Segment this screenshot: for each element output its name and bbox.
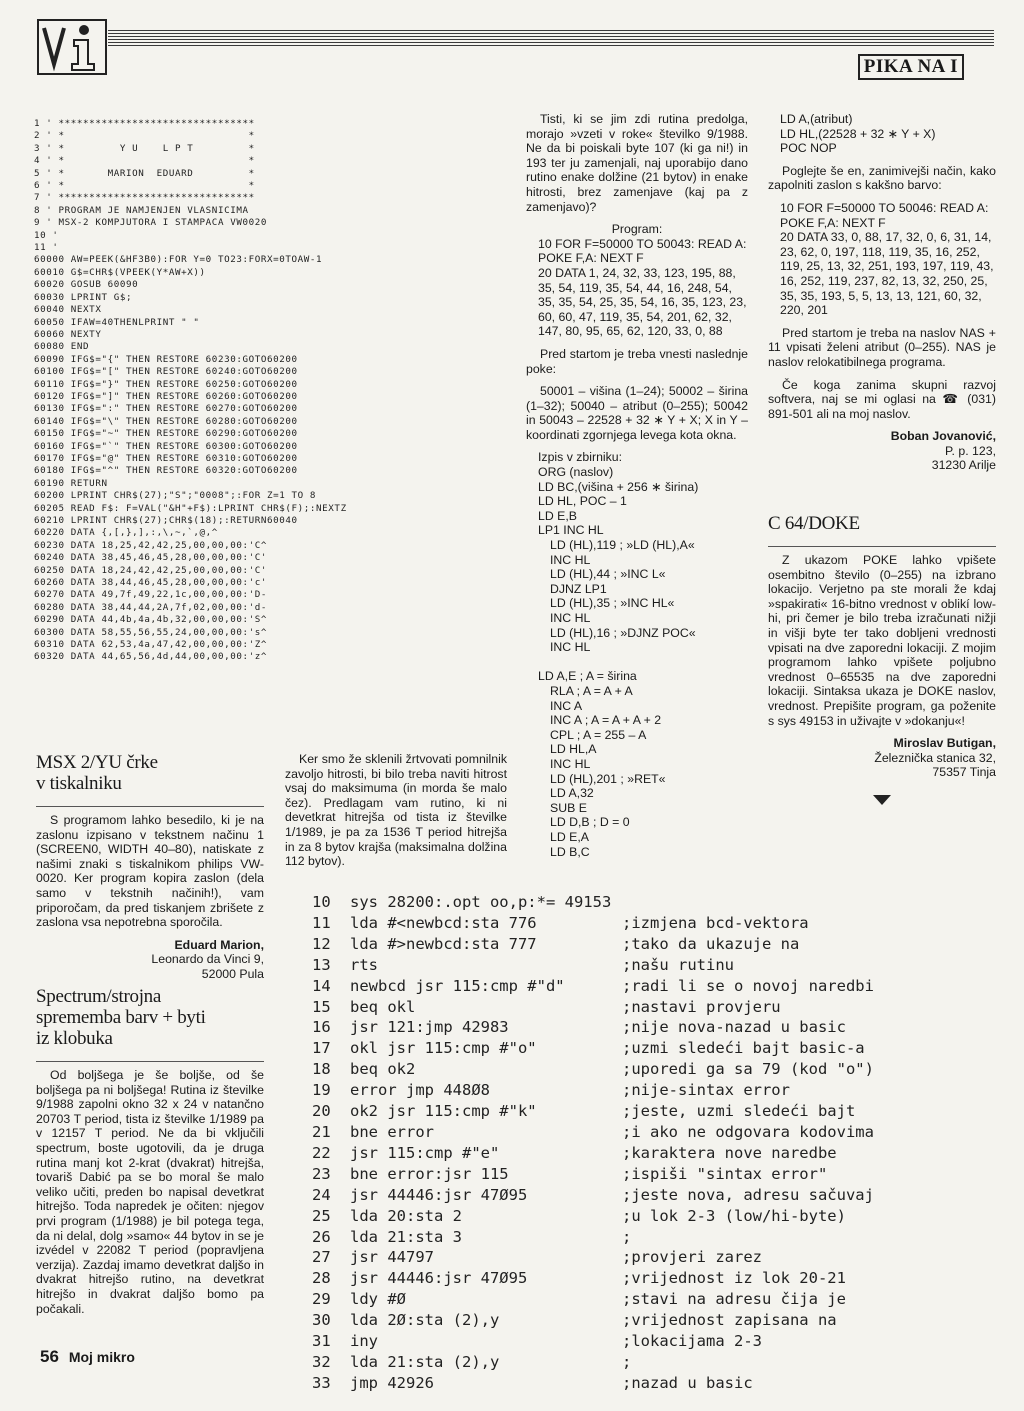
comment: ;vrijednost iz lok 20-21 [622,1269,846,1288]
comment: ;jeste, uzmi sledeći bajt [622,1102,856,1121]
asm-source-line: LD (HL),119 ; »LD (HL),A« [550,538,695,553]
asm-listing-line [312,997,874,1018]
instruction: jmp 42926 [350,1373,434,1392]
comment: ;i ako ne odgovara kodovima [622,1122,874,1141]
msx-body: S programom lahko besedilo, ki je na zaslonu izpisano v tekstnem načinu 1 (SCREEN0, WIDTH 40–80), natiskate z našimi znaki s tiskalnikom philips VW-0020. Ker program kopira zaslon (dela samo v tekstnih načinih!), vam priporočam, da pred tiskanjem zbrišete z zaslona vsa nepotrebna sporočila. [36,813,264,930]
comment: ;nije nova-nazad u basic [622,1018,846,1037]
spectrum-body-2-column [285,752,507,877]
line-number: 24 [312,1185,331,1204]
instruction: ldy #Ø [350,1290,406,1309]
asm-source-line: RLA ; A = A + A [550,683,633,698]
line-number: 16 [312,1018,331,1037]
basic-line: 60100 IFG$="[" THEN RESTORE 60240:GOTO60200 [34,366,298,378]
spectrum-body-1: Od boljšega je še boljše, od še boljšega pa ni boljšega! Rutina iz številke 9/1988 zapolni okno 32 x 24 v natančno 20703 T period, tista iz številke 1/1989 pa v 12157 T period. Ne da bi vključili spectrum, boste ugotovili, da je druga rutina manj kot 2-krat (dvakrat) hitrejša, tovariš Dabić pa se bo moral še malo veliko učiti, preden bo napisal devetkrat hitrejšo. Toda napredek je očiten: njegov prvi program (1/1988) je bil potega tega, da ni delal, dolg »samo« 44 bytov in se je izvédel v 22082 T period (popravljena verzija). Zazdaj imamo devetkrat daljšo in dvakrat hitrejšo rutino, na devetkrat hitrejšo in dvakrat daljšo bomo pa počakali. [36,1068,264,1316]
line-number: 14 [312,976,331,995]
asm-source-line: INC HL [550,552,591,567]
comment: ;uporedi ga sa 79 (kod "o") [622,1060,874,1079]
spectrum-author: Boban Jovanović, [890,429,996,444]
asm-source-continued [768,112,996,156]
instruction: beq ok2 [350,1060,416,1079]
comment: ;provjeri zarez [622,1248,762,1267]
basic-listing [34,118,347,664]
line-number: 11 [312,913,331,932]
asm-source-line: SUB E [550,800,587,815]
c64-body: Z ukazom POKE lahko vpišete osembitno število (0–255) na izbrano lokacijo. Verjetno pa ste morali že kdaj »spakirati« 16-bitno vrednost v oblikí low-hi, pri čemer je bilo treba izračunati nižji in višji byte ter tako dobljeni vrednosti vpisati na dve zaporedni lokaciji. Z mojim programom lahko vpišete poljubno vrednost 0–65535 na dve zaporedni lokaciji. Sintaksa ukaza je DOKE naslov, vrednost. Prepišite program, ga poženite s sys 49153 in uživajte v »dokanju«! [768,553,996,728]
asm-source-line: CPL ; A = 255 – A [550,727,647,742]
asm-source-line: LD D,B ; D = 0 [550,815,630,830]
comment: ;ispiši "sintax error" [622,1164,828,1183]
line-number: 31 [312,1332,331,1351]
comment: ;našu rutinu [622,955,734,974]
asm-source-line: INC A [550,698,583,713]
asm-source-line: LD BC,(višina + 256 ∗ širina) [538,479,699,494]
asm-listing-line [312,1289,874,1310]
comment: ;karaktera nove naredbe [622,1143,837,1162]
asm-listing-line [312,1185,874,1206]
asm-listing-line [312,1164,874,1185]
asm-source-line: LD (HL),44 ; »INC L« [550,567,666,582]
basic-line: 2 ' * * [34,130,255,142]
asm-listing-line [312,1206,874,1227]
basic-line: 60120 IFG$="]" THEN RESTORE 60260:GOTO60200 [34,390,298,402]
basic-line: 60260 DATA 38,44,46,45,28,00,00,00:'c' [34,577,267,589]
basic-line: 60230 DATA 18,25,42,42,25,00,00,00:'C^ [34,539,267,551]
instruction: lda #>newbcd:sta 777 [350,934,537,953]
basic-line: 1 ' ******************************** [34,118,255,129]
basic-line: 60020 GOSUB 60090 [34,279,139,291]
basic-line: 60170 IFG$="@" THEN RESTORE 60310:GOTO60200 [34,452,298,464]
assembler-listing [312,892,874,1394]
instruction: beq okl [350,997,416,1016]
izpis-label: Izpis v zbirniku: [538,450,623,465]
asm-source [526,465,748,859]
instruction: lda 2Ø:sta (2),y [350,1311,500,1330]
basic-line: 7 ' ******************************** [34,192,255,204]
asm-listing-line [312,1059,874,1080]
basic-line: 60140 IFG$="\" THEN RESTORE 60280:GOTO60200 [34,415,298,427]
comment: ;uzmi sledeći bajt basic-a [622,1039,865,1058]
asm-listing-line [312,1227,874,1248]
basic-line: 60205 READ F$: F=VAL("&H"+F$):LPRINT CHR$(F);:NEXTZ [34,502,347,514]
asm-listing-line [312,1017,874,1038]
asm-listing-line [312,934,874,955]
spectrum-col4: LD A,(atribut) LD HL,(22528 + 32 ∗ Y + X) POC NOP Poglejte še en, zanimivejši način, kako zapolniti zaslon s kakšno barvo: 10 FOR F=50000 TO 50046: READ A: POKE F,A: NEXT F 20 DATA 33, 0, 88, 17, 32, 0, 6, 31, 14, 23, 62, 0, 197, 118, 119, 35, 16, 252, 119, 25, 13, 32, 251, 193, 197, 119, 43, 16, 252, 119, 237, 82, 13, 32, 250, 25, 35, 35, 193, 5, 5, 13, 13, 121, 60, 32, 220, 201 Pred startom je treba na naslov NAS + 11 vpisati želeni atribut (0–255). NAS je naslov relokatibilnega programa. Če koga zanima skupni razvoj softvera, naj se mi oglasi na ☎ (031) 891-501 ali na moj naslov. Boban Jovanović, P. p. 123, 31230 Arilje C 64/DOKE Z ukazom POKE lahko vpišete osembitno število (0–255) na izbrano lokacijo. Verjetno pa ste morali že kdaj »spakirati« 16-bitno vrednost v oblikí low-hi, pri čemer je bilo treba izračunati nižji in višji byte ter tako dobljeni vrednosti vpisati na dve zaporedni lokaciji. Z mojim programom lahko vpišete poljubno vrednost 0–65535 na dve zaporedni lokaciji. Sintaksa ukaza je DOKE naslov, vrednost. Prepišite program, ga poženite s sys 49153 in uživajte v »dokanju«! Miroslav Butigan, Železnička stanica 32, 75357 Tinja [768,112,996,809]
basic-line: 60220 DATA {,[,},],:,\,~,`,@,^ [34,527,218,539]
asm-listing-line [312,1038,874,1059]
basic-line: 60210 LPRINT CHR$(27);CHR$(18);:RETURN60040 [34,515,298,526]
asm-source-line: LP1 INC HL [538,523,604,538]
instruction: iny [350,1332,378,1351]
asm-source-line: LD HL,(22528 + 32 ∗ Y + X) [780,126,936,141]
line-number: 26 [312,1227,331,1246]
basic-line: 60250 DATA 18,24,42,42,25,00,00,00:'C' [34,564,267,576]
basic-line: 10 ' [34,229,59,241]
instruction: jsr 115:cmp #"e" [350,1143,500,1162]
line-number: 18 [312,1060,331,1079]
instruction: jsr 121:jmp 42983 [350,1018,509,1037]
basic-line: 60190 RETURN [34,477,108,489]
asm-source-line: INC HL [550,756,591,771]
line-number: 20 [312,1102,331,1121]
basic-line: 60270 DATA 49,7f,49,22,1c,00,00,00:'D- [34,589,267,601]
spectrum-body-2: Ker smo že sklenili žrtvovati pomnilnik zavoljo hitrosti, bi bilo treba naviti hitrost vsaj do maksimuma (in morda še malo čez). Predlagam vam rutino, ki ni devetkrat hitrejša od tista iz številke 1/1989, je pa za 1536 T period hitrejša in za 8 bytov krajša (maksimalna dolžina 112 bytov). [285,752,507,869]
c64-author: Miroslav Butigan, [893,736,996,751]
comment: ;stavi na adresu čija je [622,1290,846,1309]
instruction: bne error:jsr 115 [350,1164,509,1183]
asm-source-line: INC HL [550,640,591,655]
instruction: sys 28200:.opt oo,p:*= 49153 [350,893,612,911]
instruction: bne error [350,1122,434,1141]
asm-listing-line [312,955,874,976]
line-number: 15 [312,997,331,1016]
basic-line: 11 ' [34,242,59,254]
basic-line: 60090 IFG$="{" THEN RESTORE 60230:GOTO60200 [34,353,298,365]
comment: ;nastavi provjeru [622,997,781,1016]
instruction: jsr 44446:jsr 47Ø95 [350,1185,528,1204]
asm-source-line: LD A,(atribut) [780,112,853,126]
line-number: 21 [312,1122,331,1141]
spectrum-article [36,986,264,1324]
msx-article: MSX 2/YU črke v tiskalniku S programom lahko besedilo, ki je na zaslonu izpisano v tekstnem načinu 1 (SCREEN0, WIDTH 40–80), natiskate z našimi znaki s tiskalnikom philips VW-0020. Ker program kopira zaslon (dela samo v tekstnih načinih!), vam priporočam, da pred tiskanjem zbrišete z zaslona vsa nepotrebna sporočila. Eduard Marion, Leonardo da Vinci 9, 52000 Pula [36,752,264,981]
msx-title: MSX 2/YU črke v tiskalniku [36,752,158,794]
line-number: 10 [312,893,331,911]
magazine-name: Moj mikro [68,1349,135,1365]
comment: ;tako da ukazuje na [622,934,800,953]
asm-listing-line [312,1247,874,1268]
basic-line: 60040 NEXTX [34,304,102,316]
asm-source-line: LD A,32 [550,786,594,801]
basic-line: 60130 IFG$=":" THEN RESTORE 60270:GOTO60200 [34,403,298,415]
line-number: 12 [312,934,331,953]
instruction: lda #<newbcd:sta 776 [350,913,537,932]
comment: ;jeste nova, adresu sačuvaj [622,1185,874,1204]
spectrum-col3: Tisti, ki se jim zdi rutina predolga, morajo »vzeti v roke« številko 9/1988. Ne da bi poiskali byte 107 (ki ga ni!) in 193 ter ju zamenjali, naj uporabijo dano rutino enake dolžine (21 bytov) in enake hitrosti, brez zamenjave (kaj pa z zamenjavo)? Program: 10 FOR F=50000 TO 50043: READ A: POKE F,A: NEXT F 20 DATA 1, 24, 32, 33, 123, 195, 88, 35, 54, 119, 35, 54, 44, 16, 248, 54, 35, 35, 54, 25, 35, 54, 16, 35, 123, 23, 60, 60, 47, 119, 35, 54, 201, 62, 32, 147, 80, 95, 65, 62, 120, 33, 0, 88 Pred startom je treba vnesti naslednje poke: 50001 – višina (1–24); 50002 – širina (1–32); 50040 – atribut (0–255); 50042 in 50043 – 22528 + 32 ∗ Y + X; X in Y – koordinati zgornjega levega kota okna. Izpis v zbirniku: ORG (naslov) LD BC,(višina + 256 ∗ širina) LD HL, POC – 1 LD E,B LP1 INC HL LD (HL),119 ; »LD (HL),A« INC HL LD (HL),44 ; »INC L« DJNZ LP1 LD (HL),35 ; »INC HL« INC HL LD (HL),16 ; »DJNZ POC« INC HL LD A,E ; A = širina RLA ; A = A + A INC A INC A ; A = A + A + 2 CPL ; A = 255 – A LD HL,A INC HL LD (HL),201 ; »RET« LD A,32 SUB E LD D,B ; D = 0 LD E,A LD B,C [526,112,748,859]
asm-listing-line [312,1143,874,1164]
col3-intro: Tisti, ki se jim zdi rutina predolga, morajo »vzeti v roke« številko 9/1988. Ne da bi poiskali byte 107 (ki ga ni!) in 193 ter ju zamenjali, naj uporabijo dano rutino enake dolžine (21 bytov) in enake hitrosti, brez zamenjave (kaj pa z zamenjavo)? [526,112,748,214]
comment: ; [622,1352,632,1371]
basic-line: 60310 DATA 62,53,4a,47,42,00,00,00:'Z^ [34,639,267,651]
asm-listing-line [312,1122,874,1143]
asm-source-line: LD (HL),35 ; »INC HL« [550,596,675,611]
basic-line: 60180 IFG$="^" THEN RESTORE 60320:GOTO60200 [34,465,298,477]
comment: ;vrijednost zapisana na [622,1311,837,1330]
basic-line: 3 ' * Y U L P T * [34,142,255,154]
asm-source-line: LD HL, POC – 1 [538,494,627,509]
asm-source-line: LD E,B [538,508,577,523]
line-number: 27 [312,1248,331,1267]
comment: ;nije-sintax error [622,1081,790,1100]
line-number: 19 [312,1081,331,1100]
basic-line: 60110 IFG$="}" THEN RESTORE 60250:GOTO60200 [34,378,298,390]
comment: ;izmjena bcd-vektora [622,913,809,932]
comment: ;u lok 2-3 (low/hi-byte) [622,1206,846,1225]
instruction: jsr 44797 [350,1248,434,1267]
instruction: error jmp 448Ø8 [350,1081,490,1100]
basic-line: 60080 END [34,341,90,353]
basic-line: 60280 DATA 38,44,44,2A,7f,02,00,00:'d- [34,601,267,613]
line-number: 28 [312,1269,331,1288]
instruction: lda 21:sta (2),y [350,1352,500,1371]
basic-line: 60200 LPRINT CHR$(27);"S";"0008";:FOR Z=1 TO 8 [34,490,317,502]
instruction: lda 20:sta 2 [350,1206,462,1225]
section-tag: PIKA NA I [858,54,964,80]
basic-line: 4 ' * * [34,155,255,167]
asm-source-line: LD B,C [550,844,590,859]
program-label: Program: [611,222,663,237]
basic-line: 60010 G$=CHR$(VPEEK(Y*AW+X)) [34,266,206,278]
asm-source-line [538,655,748,670]
basic-line: 60160 IFG$="`" THEN RESTORE 60300:GOTO60200 [34,440,298,452]
line-number: 30 [312,1311,331,1330]
basic-line: 60050 IFAW=40THENLPRINT " " [34,316,200,328]
header-rule [108,30,994,46]
basic-line: 60240 DATA 38,45,46,45,28,00,00,00:'C' [34,552,267,564]
msx-author: Eduard Marion, [174,937,264,952]
basic-line: 60290 DATA 44,4b,4a,4b,32,00,00,00:'S^ [34,614,267,626]
line-number: 23 [312,1164,331,1183]
asm-source-line: LD E,A [550,829,589,844]
instruction: lda 21:sta 3 [350,1227,462,1246]
asm-listing-line [312,1352,874,1373]
page-footer [40,1347,135,1367]
asm-listing-line [312,976,874,997]
line-number: 29 [312,1290,331,1309]
c64-title: C 64/DOKE [768,513,860,535]
asm-listing-line [312,1268,874,1289]
basic-line: 60150 IFG$="~" THEN RESTORE 60290:GOTO60200 [34,428,298,440]
vi-logo-icon [36,18,108,76]
line-number: 33 [312,1373,331,1392]
asm-source-line: DJNZ LP1 [550,581,607,596]
spectrum-title: Spectrum/strojna sprememba barv + byti iz klobuka [36,986,206,1049]
asm-source-line: INC HL [550,611,591,625]
basic-line: 5 ' * MARION EDUARD * [34,167,255,179]
asm-listing-line [312,913,874,934]
comment: ;lokacijama 2-3 [622,1332,762,1351]
comment: ; [622,1227,632,1246]
instruction: okl jsr 115:cmp #"o" [350,1039,537,1058]
basic-line: 60300 DATA 58,55,56,55,24,00,00,00:'s^ [34,626,267,638]
asm-source-line: POC NOP [780,141,837,156]
asm-source-line: LD (HL),201 ; »RET« [550,771,666,786]
basic-line: 8 ' PROGRAM JE NAMJENJEN VLASNICIMA [34,204,249,216]
asm-source-line: LD A,E ; A = širina [538,669,637,684]
basic-line: 60000 AW=PEEK(&HF3B0):FOR Y=0 TO23:FORX=0TOAW-1 [34,254,323,266]
basic-line: 9 ' MSX-2 KOMPJUTORA I STAMPACA VW0020 [34,217,267,229]
arrow-down-icon [873,795,891,805]
instruction: jsr 44446:jsr 47Ø95 [350,1269,528,1288]
asm-source-line: ORG (naslov) [538,465,614,480]
asm-listing-line [312,1373,874,1394]
basic-line: 60030 LPRINT G$; [34,291,133,303]
line-number: 17 [312,1039,331,1058]
instruction: ok2 jsr 115:cmp #"k" [350,1102,537,1121]
asm-listing-line [312,892,874,913]
line-number: 25 [312,1206,331,1225]
asm-listing-line [312,1080,874,1101]
asm-source-line: LD HL,A [550,742,597,757]
asm-listing-line [312,1310,874,1331]
line-number: 32 [312,1352,331,1371]
asm-source-line: LD (HL),16 ; »DJNZ POC« [550,625,696,640]
asm-source-line: INC A ; A = A + A + 2 [550,713,662,728]
comment: ;radi li se o novoj naredbi [622,976,874,995]
asm-listing-line [312,1331,874,1352]
line-number: 22 [312,1143,331,1162]
basic-line: 6 ' * * [34,180,255,192]
line-number: 13 [312,955,331,974]
page-number: 56 [40,1347,59,1366]
basic-line: 60060 NEXTY [34,328,102,340]
asm-listing-line [312,1101,874,1122]
instruction: rts [350,955,378,974]
instruction: newbcd jsr 115:cmp #"d" [350,976,565,995]
comment: ;nazad u basic [622,1373,753,1392]
basic-line: 60320 DATA 44,65,56,4d,44,00,00,00:'z^ [34,651,267,663]
